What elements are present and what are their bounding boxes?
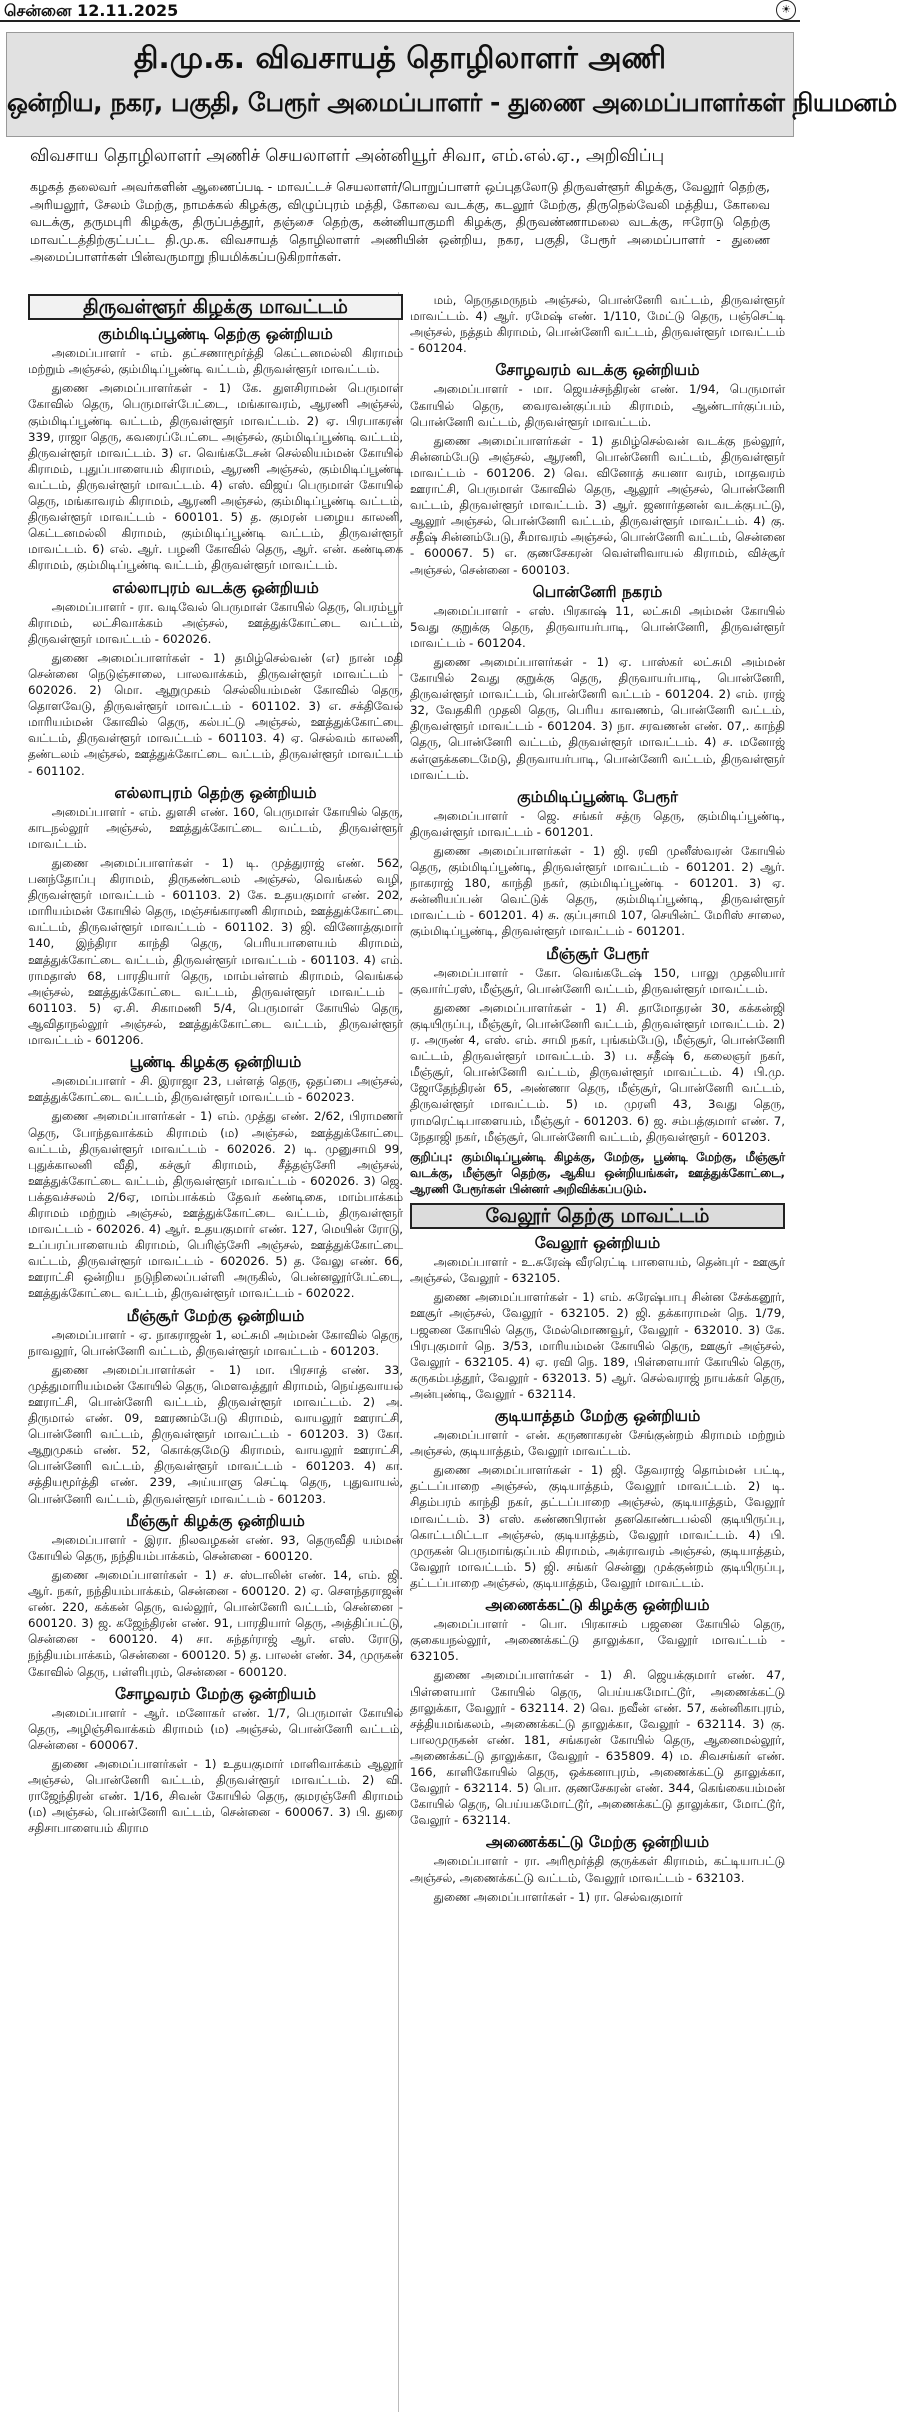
organizer-paragraph: அமைப்பாளர் - ரா. அரிமூர்த்தி குருக்கள் கிராமம், கட்டியாபட்டு அஞ்சல், அணைக்கட்டு வட்டம், வேலூர் மாவட்டம் - 632103. <box>410 1854 785 1885</box>
deputy-organizers-paragraph: துணை அமைப்பாளர்கள் - 1) ரா. செல்வகுமார் <box>433 1889 683 1904</box>
intro-paragraph: கழகத் தலைவர் அவர்களின் ஆணைப்படி - மாவட்டச் செயலாளர்/பொறுப்பாளர் ஒப்புதலோடு திருவள்ளூர் கிழக்கு, வேலூர் தெற்கு, அரியலூர், சேலம் மேற்கு, நாமக்கல் கிழக்கு, விழுப்புரம் மத்தி, கோவை வடக்கு, கடலூர் மேற்கு, திருநெல்வேலி மத்திய, கோவை வடக்கு, தருமபுரி கிழக்கு, திருப்பத்தூர், தஞ்சை தெற்கு, கன்னியாகுமரி கிழக்கு, திருவண்ணாமலை வடக்கு, ஈரோடு தெற்கு மாவட்டத்திற்குட்பட்ட தி.மு.க. விவசாயத் தொழிலாளர் அணியின் ஒன்றிய, நகர, பகுதி, பேரூர் அமைப்பாளர் - துணை அமைப்பாளர்கள் பின்வருமாறு நியமிக்கப்படுகிறார்கள். <box>30 179 770 264</box>
organizer-paragraph: அமைப்பாளர் - சி. இராஜா 23, பள்ளத் தெரு, ஒதப்பை அஞ்சல், ஊத்துக்கோட்டை வட்டம், திருவள்ளூர் மாவட்டம் - 602023. <box>28 1074 403 1105</box>
district-heading: வேலூர் தெற்கு மாவட்டம் <box>410 1203 785 1229</box>
organizer-paragraph: அமைப்பாளர் - இரா. நிலவழகன் எண். 93, தெருவீதி யம்மன் கோயில் தெரு, நந்தியம்பாக்கம், சென்னை - 600120. <box>28 1532 403 1563</box>
district-heading: திருவள்ளூர் கிழக்கு மாவட்டம் <box>28 294 403 320</box>
dateline <box>0 0 800 22</box>
deputy-organizers-paragraph: துணை அமைப்பாளர்கள் - 1) ஏ. பாஸ்கர் லட்சுமி அம்மன் கோயில் 2வது குறுக்கு தெரு, திருவாயர்பாடி, பொன்னேரி, திருவள்ளூர் மாவட்டம், பொன்னேரி வட்டம் - 601204. 2) எம். ராஜ் 32, வேதகிரி முதலி தெரு, பெரிய காவணம், பொன்னேரி வட்டம், திருவள்ளூர் மாவட்டம் - 601204. 3) நா. சரவணன் எண். 07,. காந்தி தெரு, பொன்னேரி வட்டம், திருவள்ளூர் மாவட்டம். 4) ச. மனோஜ் கள்ளுக்கடைமேடு, திருவாயர்பாடி, பொன்னேரி வட்டம், திருவள்ளூர் மாவட்டம். <box>410 654 785 782</box>
deputy-organizers-paragraph: துணை அமைப்பாளர்கள் - 1) உதயகுமார் மாளிவாக்கம் ஆலூர் அஞ்சல், பொன்னேரி வட்டம், திருவள்ளூர் மாவட்டம். 2) வி. ராஜேந்திரன் எண். 1/16, சிவன் கோயில் தெரு, குமரஞ்சேரி கிராமம் (ம) அஞ்சல், பொன்னேரி வட்டம், சென்னை - 600067. 3) பி. துரை சதிசாபாளையம் கிராம <box>28 1756 403 1836</box>
union-heading: பூண்டி கிழக்கு ஒன்றியம் <box>129 1053 302 1072</box>
union-heading: அணைக்கட்டு கிழக்கு ஒன்றியம் <box>485 1596 710 1615</box>
organizer-paragraph: அமைப்பாளர் - ஆர். மனோகர் எண். 1/7, பெருமாள் கோயில் தெரு, அழிஞ்சிவாக்கம் கிராமம் (ம) அஞ்சல், பொன்னேரி வட்டம், சென்னை - 600067. <box>28 1705 403 1752</box>
organizer-paragraph: அமைப்பாளர் - உ.சுரேஷ் வீரரெட்டி பாளையம், தென்புர் - ஊசூர் அஞ்சல், வேலூர் - 632105. <box>410 1255 785 1286</box>
union-heading: மீஞ்சூர் மேற்கு ஒன்றியம் <box>126 1306 305 1325</box>
organizer-paragraph: அமைப்பாளர் - ஜெ. சங்கர் சத்ரு தெரு, கும்மிடிப்பூண்டி, திருவள்ளூர் மாவட்டம் - 601201. <box>410 808 785 839</box>
union-heading: எல்லாபுரம் தெற்கு ஒன்றியம் <box>114 783 317 802</box>
union-heading: சோழவரம் மேற்கு ஒன்றியம் <box>114 1684 317 1703</box>
union-heading: எல்லாபுரம் வடக்கு ஒன்றியம் <box>112 578 319 597</box>
deputy-organizers-paragraph: துணை அமைப்பாளர்கள் - 1) கே. துளசிராமன் பெருமாள் கோவில் தெரு, பெருமாள்பேட்டை, மங்காவரம், ஆரணி அஞ்சல், கும்மிடிப்பூண்டி வட்டம், திருவள்ளூர் மாவட்டம். 2) ஏ. பிரபாகரன் 339, ராஜா தெரு, கவரைப்பேட்டை அஞ்சல், கும்மிடிப்பூண்டி வட்டம், திருவள்ளூர் மாவட்டம். 3) எ. வெங்கடேசன் செல்லியம்மன் கோயில் கிராமம், புதுப்பாளையம் கிராமம், ஆரணி அஞ்சல், கும்மிடிப்பூண்டி வட்டம், திருவள்ளூர் மாவட்டம். 4) எஸ். விஜய் பெருமாள் கோயில் தெரு, மங்காவரம் கிராமம், ஆரணி அஞ்சல், கும்மிடிப்பூண்டி வட்டம், திருவள்ளூர் மாவட்டம் - 600101. 5) த. குமரன் பழைய காலனி, கெட்டனமல்லி கிராமம், கும்மிடிப்பூண்டி வட்டம், திருவள்ளூர் மாவட்டம். 6) எல். ஆர். பழனி கோவில் தெரு, ஆர். என். கண்டிகை கிராமம், கும்மிடிப்பூண்டி வட்டம், திருவள்ளூர் மாவட்டம். <box>28 381 403 573</box>
deputy-organizers-paragraph: துணை அமைப்பாளர்கள் - 1) மா. பிரசாத் எண். 33, முத்துமாரியம்மன் கோயில் தெரு, மௌவத்தூர் கிராமம், நெய்தவாயல் ஊராட்சி, பொன்னேரி வட்டம், திருவள்ளூர் மாவட்டம். 2) அ. திருமால் எண். 09, ஊரணம்பேடு கிராமம், வாயலூர் ஊராட்சி, பொன்னேரி வட்டம், திருவள்ளூர் மாவட்டம் - 601203. 3) கோ. ஆறுமுகம் எண். 52, கொக்குமேடு கிராமம், வாயலூர் ஊராட்சி, பொன்னேரி வட்டம், திருவள்ளூர் மாவட்டம் - 601203. 4) கா. சத்தியமூர்த்தி எண். 239, அய்யாளு செட்டி தெரு, புதுவாயல், பொன்னேரி வட்டம், திருவள்ளூர் மாவட்டம் - 601203. <box>28 1362 403 1506</box>
deputy-organizers-paragraph: துணை அமைப்பாளர்கள் - 1) எம். சுரேஷ்பாபு சின்ன சேக்கனூர், ஊசூர் அஞ்சல், வேலூர் - 632105. 2) ஜி. தக்காராமன் நெ. 1/79, பஜனை கோயில் தெரு, மேல்மொணவூர், வேலூர் - 632010. 3) கே. பிரபுகுமார் நெ. 3/53, மாரியம்மன் கோயில் தெரு, ஊசூர் அஞ்சல், வேலூர் - 632105. 4) ஏ. ரவி நெ. 189, பிள்ளையார் கோயில் தெரு, கருகம்பத்தூர், வேலூர் - 632013. 5) ஆர். செல்வராஜ் நாயக்கர் தெரு, அன்புண்டி, வேலூர் - 632114. <box>410 1290 785 1401</box>
deputy-organizers-paragraph: துணை அமைப்பாளர்கள் - 1) ஜி. ரவி முனீஸ்வரன் கோயில் தெரு, கும்மிடிப்பூண்டி, திருவள்ளூர் மாவட்டம் - 601201. 2) ஆர். நாகராஜ் 180, காந்தி நகர், கும்மிடிப்பூண்டி - 601201. 3) ஏ. சுன்னியப்பன் வெட்டுக் தெரு, கும்மிடிப்பூண்டி, திருவள்ளூர் மாவட்டம் - 601201. 4) சு. குப்புசாமி 107, செயின்ட் மேரிஸ் சாலை, கும்மிடிப்பூண்டி, திருவள்ளூர் மாவட்டம் - 601201. <box>410 844 785 939</box>
right-column <box>410 292 785 2412</box>
issue-date: சென்னை 12.11.2025 <box>4 1 179 20</box>
organizer-paragraph: அமைப்பாளர் - கோ. வெங்கடேஷ் 150, பாலு முதலியார் குவார்ட்ரஸ், மீஞ்சூர், பொன்னேரி வட்டம், திருவள்ளூர் மாவட்டம். <box>410 965 785 996</box>
union-heading: பொன்னேரி நகரம் <box>532 582 663 601</box>
union-heading: கும்மிடிப்பூண்டி பேரூர் <box>516 787 679 806</box>
deputy-organizers-paragraph: துணை அமைப்பாளர்கள் - 1) சி. ஜெயக்குமார் எண். 47, பிள்ளையார் கோயில் தெரு, பெய்யகமோட்டூர், அணைக்கட்டு தாலுக்கா, வேலூர் - 632114. 2) வெ. நவீன் எண். 57, கன்னிகாபுரம், சத்தியமங்கலம், அணைக்கட்டு தாலுக்கா, வேலூர் - 632114. 3) கு. பாலமுருகன் எண். 181, சங்கரன் கோயில் தெரு, ஆனைமல்லூர், அணைக்கட்டு தாலுக்கா, வேலூர் - 635809. 4) ம. சிவசங்கர் எண். 166, காளிகோயில் தெரு, ஒக்கனாபுரம், அணைக்கட்டு தாலுக்கா, வேலூர் - 632114. 5) பொ. குணசேகரன் எண். 344, கெங்கையம்மன் கோயில் தெரு, பெய்யகமோட்டூர், அணைக்கட்டு தாலுக்கா, மோட்டூர், வேலூர் - 632114. <box>410 1668 785 1828</box>
deputy-organizers-paragraph: துணை அமைப்பாளர்கள் - 1) ஜி. தேவராஜ் தொம்மன் பட்டி, தட்டப்பாறை அஞ்சல், குடியாத்தம், வேலூர் மாவட்டம். 2) டி. சிதம்பரம் காந்தி நகர், தட்டப்பாறை அஞ்சல், குடியாத்தம், வேலூர் மாவட்டம். 3) எஸ். கண்ணபிரான் தனகொண்டபல்லி குடியிருப்பு, கொட்டமிட்டா அஞ்சல், குடியாத்தம், வேலூர் மாவட்டம். 4) பி. முருகன் பெருமாங்குப்பம் கிராமம், அக்ராவரம் அஞ்சல், குடியாத்தம், வேலூர் மாவட்டம். 5) ஜி. சங்கர் சென்னு முக்குன்றம் குடியிருப்பு, தட்டப்பாறை அஞ்சல், குடியாத்தம், வேலூர் மாவட்டம். <box>410 1463 785 1590</box>
organizer-paragraph: அமைப்பாளர் - எஸ். பிரகாஷ் 11, லட்சுமி அம்மன் கோயில் 5வது குறுக்கு தெரு, திருவாயர்பாடி, பொன்னேரி, திருவள்ளூர் மாவட்டம் - 601204. <box>410 603 785 650</box>
headline-subtitle: ஒன்றிய, நகர, பகுதி, பேரூர் அமைப்பாளர் - துணை அமைப்பாளர்கள் நியமனம் <box>7 88 897 117</box>
union-heading: சோழவரம் வடக்கு ஒன்றியம் <box>495 361 700 380</box>
left-column <box>28 292 403 2412</box>
union-heading: அணைக்கட்டு மேற்கு ஒன்றியம் <box>485 1833 710 1852</box>
continued-paragraph: மம், நெருதமருநம் அஞ்சல், பொன்னேரி வட்டம், திருவள்ளூர் மாவட்டம். 4) ஆர். ரமேஷ் எண். 1/110, மேட்டு தெரு, பஞ்செட்டி அஞ்சல், நத்தம் கிராமம், பொன்னேரி வட்டம், திருவள்ளூர் மாவட்டம் - 601204. <box>410 293 785 356</box>
organizer-paragraph: அமைப்பாளர் - பொ. பிரகாசம் பஜனை கோயில் தெரு, குகையநல்லூர், அணைக்கட்டு தாலுக்கா, வேலூர் மாவட்டம் - 632105. <box>410 1617 785 1664</box>
deputy-organizers-paragraph: துணை அமைப்பாளர்கள் - 1) ச. ஸ்டாலின் எண். 14, எம். ஜி. ஆர். நகர், நந்தியம்பாக்கம், சென்னை - 600120. 2) ஏ. சௌந்தராஜன் எண். 220, கக்கன் தெரு, வல்லூர், பொன்னேரி வட்டம், சென்னை - 600120. 3) ஜ. கஜேந்திரன் எண். 91, பாரதியார் தெரு, அத்திப்பட்டு, சென்னை - 600120. 4) சா. சுந்தர்ராஜ் ஆர். எஸ். ரோடு, நந்தியம்பாக்கம், சென்னை - 600120. 5) த. பாலன் எண். 34, முருகன் கோவில் தெரு, பள்ளிபுரம், சென்னை - 600120. <box>28 1567 403 1679</box>
organizer-paragraph: அமைப்பாளர் - ஏ. நாகராஜன் 1, லட்சுமி அம்மன் கோவில் தெரு, நாவலூர், பொன்னேரி வட்டம், திருவள்ளூர் மாவட்டம் - 601203. <box>28 1327 403 1358</box>
deputy-organizers-paragraph: துணை அமைப்பாளர்கள் - 1) டி. முத்துராஜ் எண். 562, பனந்தோப்பு கிராமம், திருகண்டலம் அஞ்சல், வெங்கல் வழி, திருவள்ளூர் மாவட்டம் - 601103. 2) கே. உதயகுமார் எண். 202, மாரியம்மன் கோயில் தெரு, மஞ்சங்காரணி கிராமம், ஊத்துக்கோட்டை வட்டம், திருவள்ளூர் மாவட்டம் - 601102. 3) ஜி. வினோத்குமார் 140, இந்திரா காந்தி தெரு, பெரியபாளையம் கிராமம், ஊத்துக்கோட்டை வட்டம், திருவள்ளூர் மாவட்டம் - 601103. 4) எம். ராமதாஸ் 68, பாரதியார் தெரு, மாம்பள்ளம் கிராமம், வெங்கல் அஞ்சல், ஊத்துக்கோட்டை வட்டம், திருவள்ளூர் மாவட்டம் - 601103. 5) ஏ.சி. சிகாமணி 5/4, பெருமாள் கோயில் தெரு, ஆவிதாநல்லூர் அஞ்சல், ஊத்துக்கோட்டை வட்டம், திருவள்ளூர் மாவட்டம் - 601206. <box>28 856 403 1048</box>
rising-sun-logo-icon: ☀ <box>776 0 796 20</box>
organizer-paragraph: அமைப்பாளர் - என். கருணாகரன் சேங்குன்றம் கிராமம் மற்றும் அஞ்சல், குடியாத்தம், வேலூர் மாவட்டம். <box>410 1428 785 1459</box>
union-heading: மீஞ்சூர் கிழக்கு ஒன்றியம் <box>126 1511 305 1530</box>
deputy-organizers-paragraph: துணை அமைப்பாளர்கள் - 1) தமிழ்செல்வன் (எ) நான் மதி சென்னை நெடுஞ்சாலை, பாலவாக்கம், திருவள்ளூர் மாவட்டம் - 602026. 2) மொ. ஆறுமுகம் செல்லியம்மன் கோவில் தெரு, தொளவேடு, திருவள்ளூர் மாவட்டம் - 601102. 3) எ. சக்திவேல் மாரியம்மன் கோவில் தெரு, கல்பட்டு அஞ்சல், ஊத்துக்கோட்டை வட்டம், திருவள்ளூர் மாவட்டம் - 601103. 4) ஏ. செல்வம் காலனி, தண்டலம் அஞ்சல், ஊத்துக்கோட்டை வட்டம், திருவள்ளூர் மாவட்டம் - 601102. <box>28 650 403 778</box>
headline-box <box>6 32 897 137</box>
union-heading: வேலூர் ஒன்றியம் <box>534 1234 661 1253</box>
deputy-organizers-paragraph: துணை அமைப்பாளர்கள் - 1) தமிழ்செல்வன் வடக்கு நல்லூர், சின்னம்பேடு அஞ்சல், ஆரணி, பொன்னேரி வட்டம், திருவள்ளூர் மாவட்டம் - 601206. 2) வெ. வினோத் சுயனா வரம், மாதவரம் ஊராட்சி, பெருமாள் கோவில் தெரு, ஆலூர் அஞ்சல், பொன்னேரி வட்டம், திருவள்ளூர் மாவட்டம். 3) ஆர். ஜனார்தனன் வடக்குபட்டு, ஆலூர் அஞ்சல், பொன்னேரி வட்டம், திருவள்ளூர் மாவட்டம். 4) கு. சதீஷ் சின்னம்பேடு, சீமாவரம் அஞ்சல், பொன்னேரி வட்டம், சென்னை - 600067. 5) எ. குணசேகரன் வெள்ளிவாயல் கிராமம், விச்சூர் அஞ்சல், சென்னை - 600103. <box>410 433 785 577</box>
union-heading: கும்மிடிப்பூண்டி தெற்கு ஒன்றியம் <box>98 325 333 344</box>
organizer-paragraph: அமைப்பாளர் - மா. ஜெயச்சந்திரன் எண். 1/94, பெருமாள் கோயில் தெரு, வைரவன்குப்பம் கிராமம், ஆண்டார்குப்பம், பொன்னேரி வட்டம், திருவள்ளூர் மாவட்டம். <box>410 382 785 429</box>
headline-title: தி.மு.க. விவசாயத் தொழிலாளர் அணி <box>133 41 667 76</box>
union-heading: குடியாத்தம் மேற்கு ஒன்றியம் <box>494 1407 701 1425</box>
note-paragraph: குறிப்பு: கும்மிடிப்பூண்டி கிழக்கு, மேற்கு, பூண்டி மேற்கு, மீஞ்சூர் வடக்கு, மீஞ்சூர் தெற்கு, ஆகிய ஒன்றியங்கள், ஊத்துக்கோட்டை, ஆரணி பேரூர்கள் பின்னர் அறிவிக்கப்படும். <box>410 1149 785 1196</box>
organizer-paragraph: அமைப்பாளர் - எம். தட்சணாமூர்த்தி கெட்டனமல்லி கிராமம் மற்றும் அஞ்சல், கும்மிடிப்பூண்டி வட்டம், திருவள்ளூர் மாவட்டம். <box>28 346 403 377</box>
deputy-organizers-paragraph: துணை அமைப்பாளர்கள் - 1) எம். முத்து எண். 2/62, பிராமணர் தெரு, போந்தவாக்கம் கிராமம் (ம) அஞ்சல், ஊத்துக்கோட்டை வட்டம், திருவள்ளூர் மாவட்டம் - 602026. 2) டி. முனுசாமி 99, புதுக்காலனி வீதி, கச்சூர் கிராமம், சீத்தஞ்சேரி அஞ்சல், ஊத்துக்கோட்டை வட்டம், திருவள்ளூர் மாவட்டம் - 602026. 3) ஜெ. பக்தவச்சலம் 2/6ஏ, மாம்பாக்கம் தேவர் கண்டிகை, மாம்பாக்கம் கிராமம் மற்றும் அஞ்சல், ஊத்துக்கோட்டை வட்டம், திருவள்ளூர் மாவட்டம் - 602026. 4) ஆர். உதயகுமார் எண். 127, மெயின் ரோடு, உப்பரப்பாளையம் கிராமம், பெரிஞ்சேரி அஞ்சல், ஊத்துக்கோட்டை வட்டம், திருவள்ளூர் மாவட்டம் - 602026. 5) த. வேலு எண். 66, ஊராட்சி ஒன்றிய நடுநிலைப்பள்ளி அருகில், பென்னலூர்பேட்டை, ஊத்துக்கோட்டை வட்டம், திருவள்ளூர் மாவட்டம் - 602022. <box>28 1109 403 1301</box>
announcer-line: விவசாய தொழிலாளர் அணிச் செயலாளர் அன்னியூர் சிவா, எம்.எல்.ஏ., அறிவிப்பு <box>30 146 665 166</box>
organizer-paragraph: அமைப்பாளர் - ரா. வடிவேல் பெருமாள் கோயில் தெரு, பெரம்பூர் கிராமம், லட்சிவாக்கம் அஞ்சல், ஊத்துக்கோட்டை வட்டம், திருவள்ளூர் மாவட்டம் - 602026. <box>28 599 403 646</box>
union-heading: மீஞ்சூர் பேரூர் <box>546 944 649 963</box>
organizer-paragraph: அமைப்பாளர் - எம். துளசி எண். 160, பெருமாள் கோயில் தெரு, காடநல்லூர் அஞ்சல், ஊத்துக்கோட்டை வட்டம், திருவள்ளூர் மாவட்டம். <box>28 804 403 851</box>
deputy-organizers-paragraph: துணை அமைப்பாளர்கள் - 1) சி. தாமோதரன் 30, கக்கன்ஜி குடியிருப்பு, மீஞ்சூர், பொன்னேரி வட்டம், திருவள்ளூர் மாவட்டம். 2) ர. அருண் 4, எஸ். எம். சாமி நகர், புங்கம்பேடு, மீஞ்சூர், பொன்னேரி வட்டம், திருவள்ளூர் மாவட்டம். 3) ப. சதீஷ் 6, கலைஞர் நகர், மீஞ்சூர், பொன்னேரி வட்டம், திருவள்ளூர் மாவட்டம். 4) பி.மு. ஜோதேந்திரன் 65, அண்ணா தெரு, மீஞ்சூர், பொன்னேரி வட்டம், திருவள்ளூர் மாவட்டம். 5) ம. முரளி 43, 3வது தெரு, ராமரெட்டிபாளையம், மீஞ்சூர் - 601203. 6) ஜ. சம்பத்குமார் எண். 7, நேதாஜி நகர், மீஞ்சூர், பொன்னேரி வட்டம், திருவள்ளூர் - 601203. <box>410 1000 785 1144</box>
